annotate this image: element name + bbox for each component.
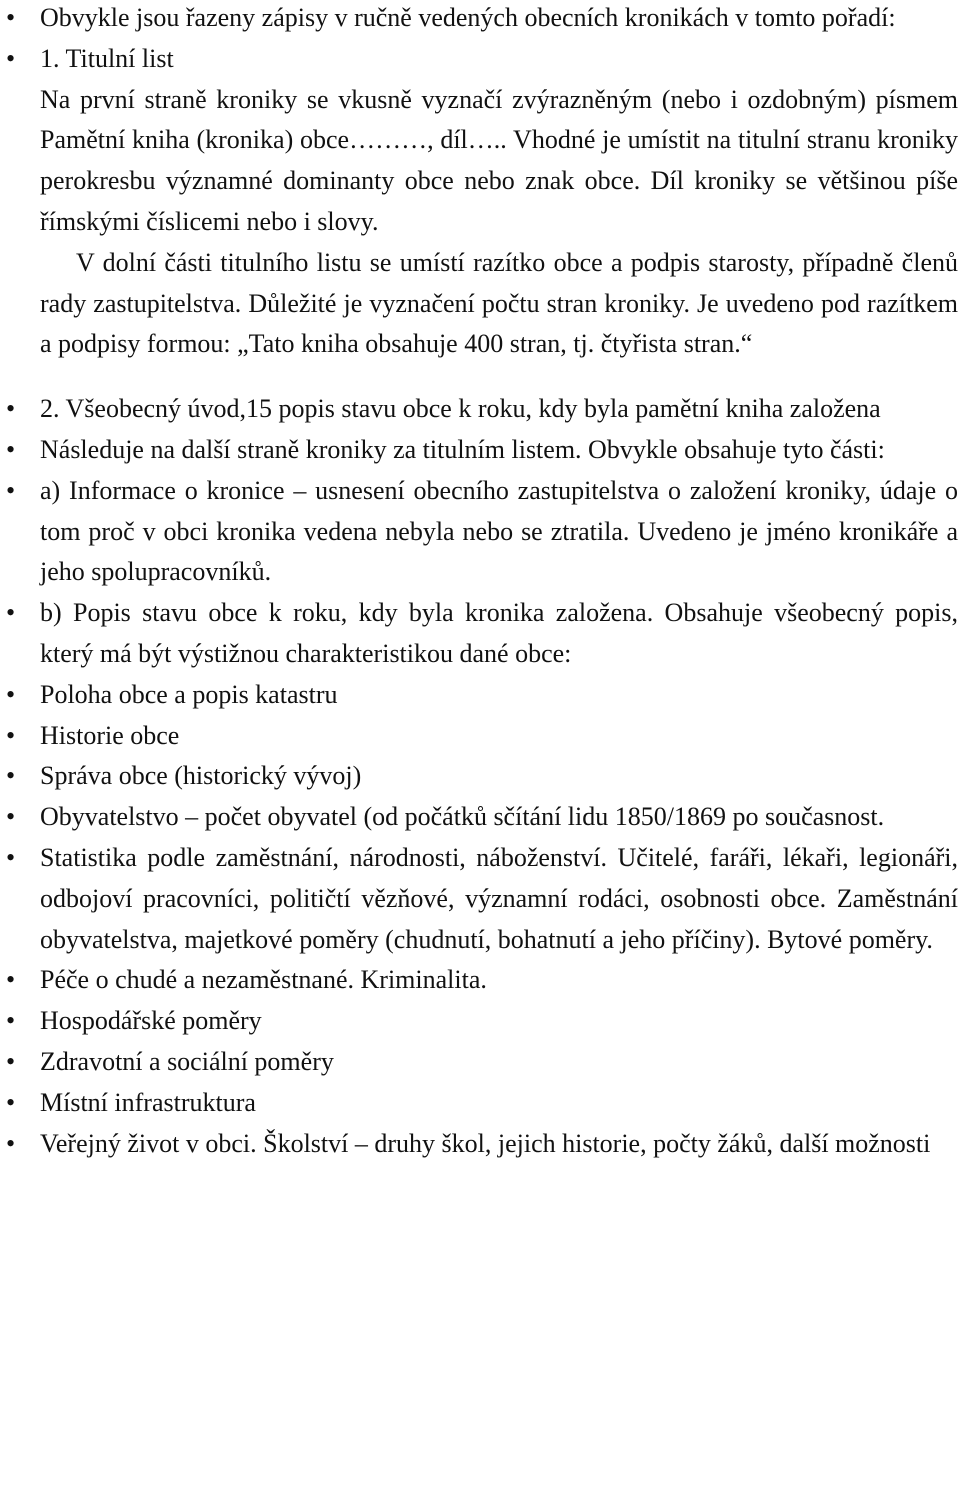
bullet-icon: • — [6, 1006, 16, 1036]
bullet-icon: • — [6, 43, 16, 73]
bullet-icon: • — [6, 1128, 16, 1158]
list-item — [0, 960, 960, 1001]
list-item — [0, 1083, 960, 1124]
list-item — [0, 430, 960, 471]
list-item — [0, 471, 960, 593]
paragraph: Péče o chudé a nezaměstnané. Kriminalita. — [40, 965, 487, 995]
list-item — [0, 838, 960, 960]
bullet-icon: • — [6, 1087, 16, 1117]
paragraph: Poloha obce a popis katastru — [40, 679, 338, 709]
paragraph: Hospodářské poměry — [40, 1006, 262, 1036]
paragraph: Následuje na další straně kroniky za titulním listem. Obvykle obsahuje tyto části: — [40, 434, 885, 464]
list-item — [0, 1124, 960, 1165]
paragraph: Na první straně kroniky se vkusně vyznačí zvýrazněným (nebo i ozdobným) písmem Pamětní kniha (kronika) obce………, díl….. Vhodné je umístit na titulní stranu kroniky perokresbu významné dominanty obce nebo znak obce. Díl kroniky se většinou píše římskými číslicemi nebo i slovy. — [40, 84, 958, 236]
bullet-icon: • — [6, 965, 16, 995]
spacer — [0, 365, 960, 389]
section-heading: 2. Všeobecný úvod,15 popis stavu obce k roku, kdy byla pamětní kniha založena — [40, 394, 881, 424]
bullet-icon: • — [6, 842, 16, 872]
list-item — [0, 593, 960, 675]
paragraph: Správa obce (historický vývoj) — [40, 761, 362, 791]
paragraph: Zdravotní a sociální poměry — [40, 1046, 334, 1076]
list-item — [0, 797, 960, 838]
list-item — [0, 716, 960, 757]
list-item — [0, 675, 960, 716]
paragraph: Místní infrastruktura — [40, 1087, 256, 1117]
paragraph: Obyvatelstvo – počet obyvatel (od počátků sčítání lidu 1850/1869 po současnost. — [40, 802, 885, 832]
list-item — [0, 1001, 960, 1042]
list-item — [0, 39, 960, 365]
paragraph: Veřejný život v obci. Školství – druhy škol, jejich historie, počty žáků, další možnosti — [40, 1128, 931, 1158]
section-heading: 1. Titulní list — [40, 43, 174, 73]
paragraph: Obvykle jsou řazeny zápisy v ručně vedených obecních kronikách v tomto pořadí: — [40, 3, 896, 32]
bullet-icon: • — [6, 598, 16, 628]
bullet-icon: • — [6, 679, 16, 709]
bullet-icon: • — [6, 761, 16, 791]
paragraph: a) Informace o kronice – usnesení obecního zastupitelstva o založení kroniky, údaje o tom proč v obci kronika vedena nebyla nebo se ztratila. Uvedeno je jméno kronikáře a jeho spolupracovníků. — [40, 475, 958, 587]
list-item — [0, 0, 960, 39]
bullet-icon: • — [6, 434, 16, 464]
paragraph: b) Popis stavu obce k roku, kdy byla kronika založena. Obsahuje všeobecný popis, který má být výstižnou charakteristikou dané obce: — [40, 598, 958, 668]
list-item — [0, 389, 960, 430]
bullet-icon: • — [6, 475, 16, 505]
bullet-icon: • — [6, 720, 16, 750]
bullet-icon: • — [6, 394, 16, 424]
bullet-icon: • — [6, 1046, 16, 1076]
bullet-icon: • — [6, 3, 16, 32]
paragraph: V dolní části titulního listu se umístí razítko obce a podpis starosty, případně členů rady zastupitelstva. Důležité je vyznačení počtu stran kroniky. Je uvedeno pod razítkem a podpisy formou: „Tato kniha obsahuje 400 stran, tj. čtyřista stran.“ — [40, 247, 958, 359]
paragraph: Statistika podle zaměstnání, národnosti, náboženství. Učitelé, faráři, lékaři, legionáři, odbojoví pracovníci, političtí vězňové, významní rodáci, osobnosti obce. Zaměstnání obyvatelstva, majetkové poměry (chudnutí, bohatnutí a jeho příčiny). Bytové poměry. — [40, 842, 958, 954]
bullet-icon: • — [6, 802, 16, 832]
list-item — [0, 756, 960, 797]
list-item — [0, 1042, 960, 1083]
paragraph: Historie obce — [40, 720, 180, 750]
